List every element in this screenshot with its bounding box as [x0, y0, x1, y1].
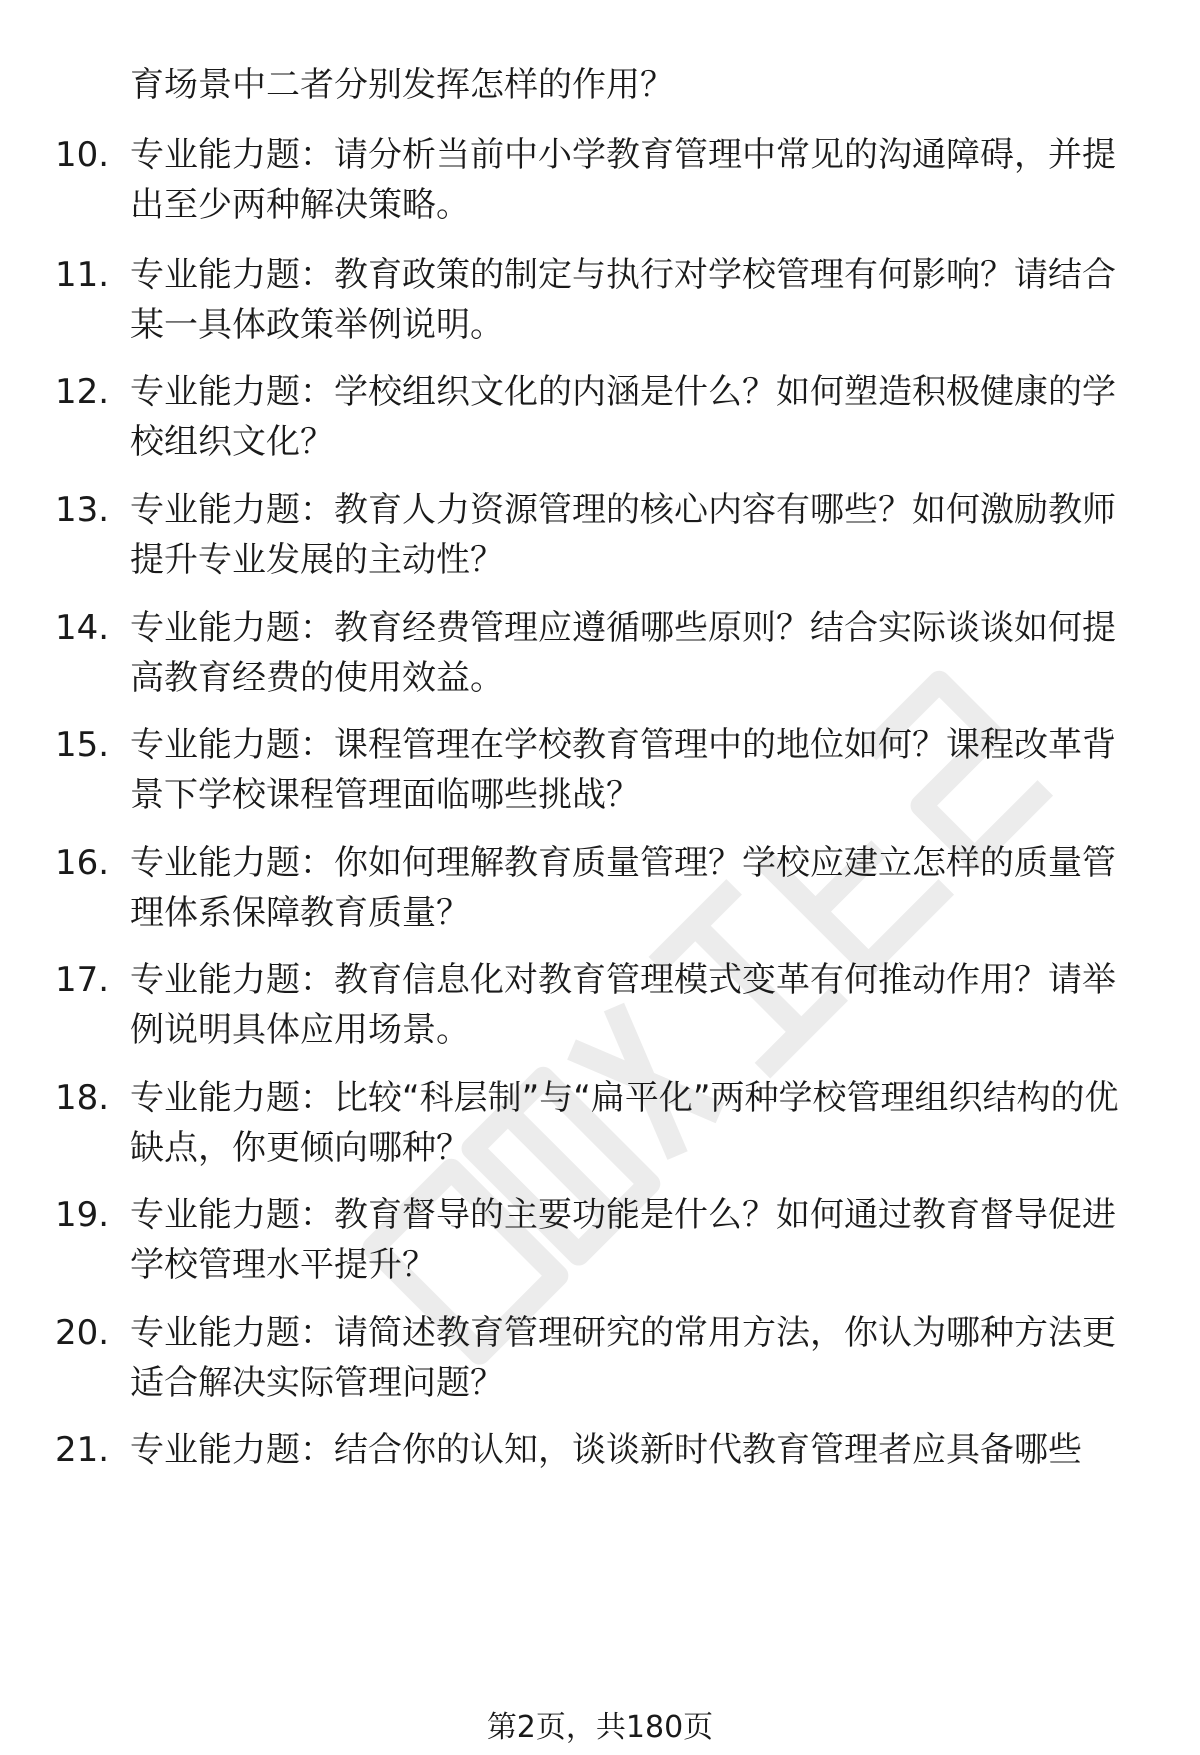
item-number: 11. — [55, 255, 110, 295]
item-text: 专业能力题：你如何理解教育质量管理？学校应建立怎样的质量管理体系保障教育质量？ — [130, 843, 1116, 933]
continuation-line: 育场景中二者分别发挥怎样的作用？ — [130, 65, 674, 105]
page-footer: 第2页，共180页 — [486, 1710, 714, 1745]
item-number: 19. — [55, 1195, 110, 1235]
item-text: 专业能力题：结合你的认知，谈谈新时代教育管理者应具备哪些 — [130, 1430, 1082, 1470]
item-text: 专业能力题：课程管理在学校教育管理中的地位如何？课程改革背景下学校课程管理面临哪些挑战？ — [130, 725, 1116, 815]
item-text: 专业能力题：请分析当前中小学教育管理中常见的沟通障碍，并提出至少两种解决策略。 — [130, 135, 1116, 225]
item-number: 16. — [55, 843, 110, 883]
item-number: 14. — [55, 608, 110, 648]
item-text: 专业能力题：学校组织文化的内涵是什么？如何塑造积极健康的学校组织文化？ — [130, 372, 1116, 462]
item-text: 专业能力题：教育经费管理应遵循哪些原则？结合实际谈谈如何提高教育经费的使用效益。 — [130, 608, 1116, 698]
item-number: 12. — [55, 372, 110, 412]
item-number: 21. — [55, 1430, 110, 1470]
item-text: 专业能力题：比较“科层制”与“扁平化”两种学校管理组织结构的优缺点，你更倾向哪种？ — [130, 1078, 1119, 1168]
item-number: 20. — [55, 1313, 110, 1353]
item-text: 专业能力题：教育政策的制定与执行对学校管理有何影响？请结合某一具体政策举例说明。 — [130, 255, 1116, 345]
item-text: 专业能力题：教育督导的主要功能是什么？如何通过教育督导促进学校管理水平提升？ — [130, 1195, 1116, 1285]
item-text: 专业能力题：请简述教育管理研究的常用方法，你认为哪种方法更适合解决实际管理问题？ — [130, 1313, 1116, 1403]
item-number: 10. — [55, 135, 110, 175]
item-number: 13. — [55, 490, 110, 530]
item-number: 18. — [55, 1078, 110, 1118]
item-number: 15. — [55, 725, 110, 765]
item-number: 17. — [55, 960, 110, 1000]
item-text: 专业能力题：教育人力资源管理的核心内容有哪些？如何激励教师提升专业发展的主动性？ — [130, 490, 1116, 580]
item-text: 专业能力题：教育信息化对教育管理模式变革有何推动作用？请举例说明具体应用场景。 — [130, 960, 1116, 1050]
